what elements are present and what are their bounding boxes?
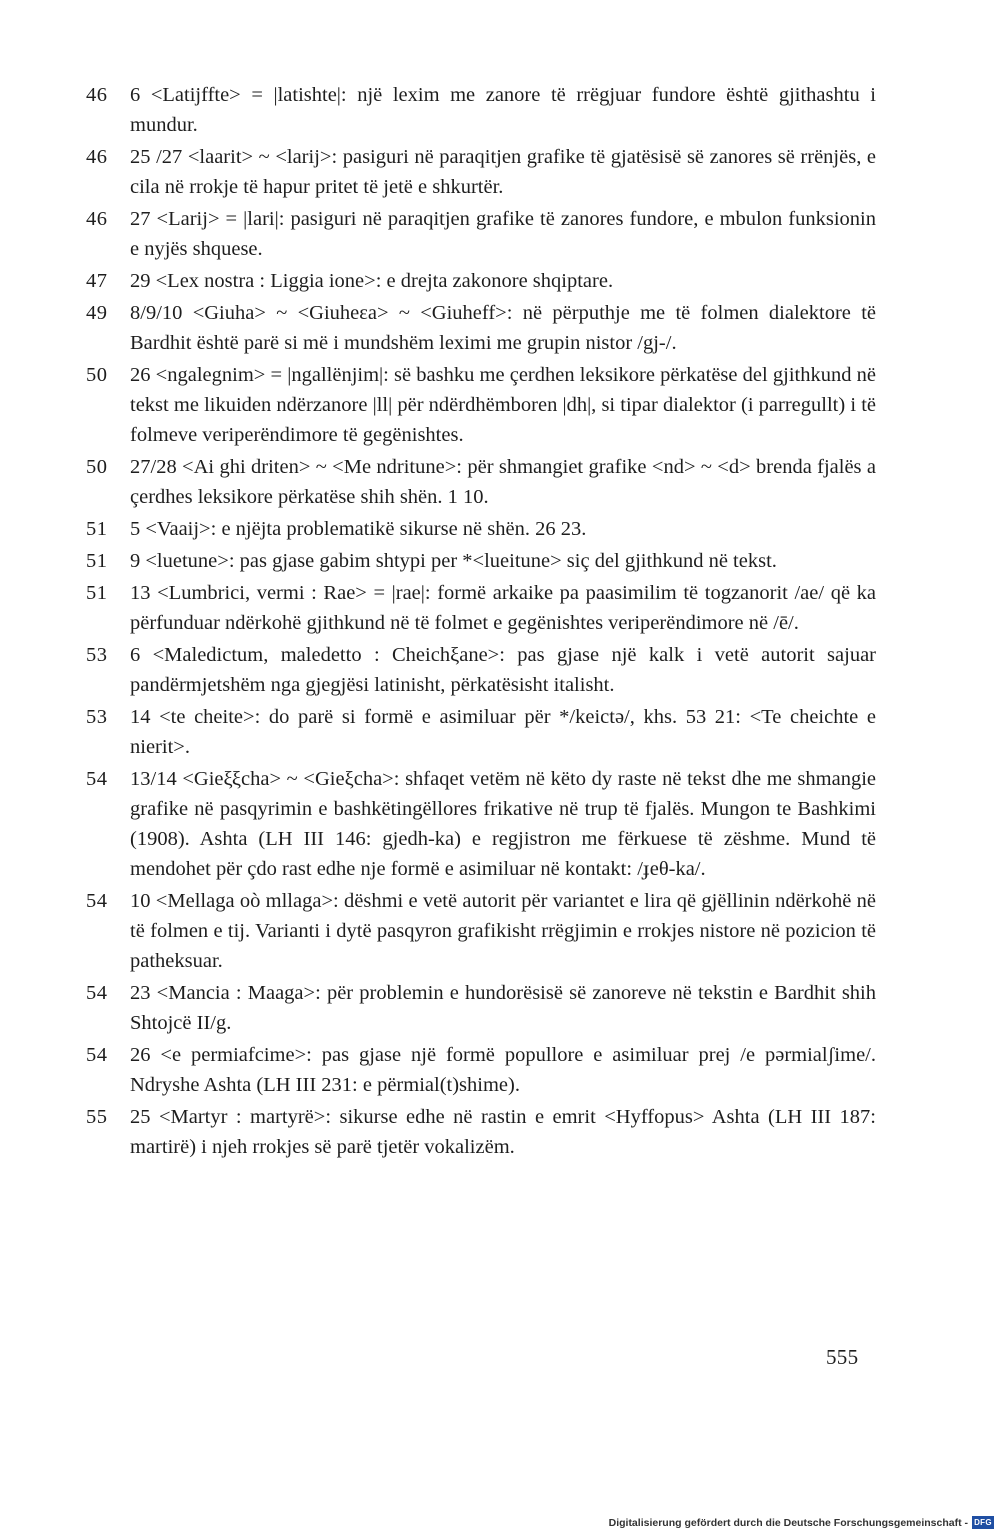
entry-text: 13/14 <Gieξξcha> ~ <Gieξcha>: shfaqet vetëm në këto dy raste në tekst dhe me shmangie grafike në pasqyrimin e bashkëtingëllores frikative në trup të fjalës. Mungon te Bashkimi (1908). Ashta (LH III 146: gjedh-ka) e regjistron me fërkuese të zëshme. Mund të mendohet për çdo rast edhe nje formë e asimiluar në kontakt: /ɟeθ-ka/. <box>130 768 876 880</box>
page-number: 555 <box>826 1345 859 1369</box>
entry-text: 14 <te cheite>: do parë si formë e asimiluar për */keictə/, khs. 53 21: <Te cheichte e nierit>. <box>130 706 876 758</box>
entry-page-ref: 47 <box>86 270 108 292</box>
commentary-entry <box>86 1040 876 1100</box>
entry-page-ref: 51 <box>86 518 108 540</box>
entry-page-ref: 53 <box>86 644 108 666</box>
commentary-entry <box>86 204 876 264</box>
commentary-entry <box>86 1102 876 1162</box>
commentary-entry <box>86 80 876 140</box>
entry-text: 25 <Martyr : martyrë>: sikurse edhe në rastin e emrit <Hyffopus> Ashta (LH III 187: martirë) i njeh rrokjes së parë tjetër vokalizëm. <box>130 1106 876 1158</box>
commentary-entry <box>86 886 876 976</box>
entry-page-ref: 54 <box>86 890 108 912</box>
entry-text: 26 <ngalegnim> = |ngallënjim|: së bashku me çerdhen leksikore përkatëse del gjithkund në tekst me likuiden ndërzanore |ll| për ndërdhëmboren |dh|, si tipar dialektor (i parregullt) i të folmeve veriperëndimore të gegënishtes. <box>130 364 876 446</box>
entry-text: 5 <Vaaij>: e njëjta problematikë sikurse në shën. 26 23. <box>130 518 587 540</box>
entry-page-ref: 55 <box>86 1106 108 1128</box>
entry-page-ref: 50 <box>86 364 108 386</box>
entry-page-ref: 51 <box>86 550 108 572</box>
entry-text: 26 <e permiafcime>: pas gjase një formë popullore e asimiluar prej /e pərmialʃime/. Ndryshe Ashta (LH III 231: e përmial(t)shime). <box>130 1044 876 1096</box>
footer-credit <box>609 1516 994 1529</box>
entry-text: 10 <Mellaga oò mllaga>: dëshmi e vetë autorit për variantet e lira që gjëllinin ndërkohë në të folmen e tij. Varianti i dytë pasqyron grafikisht rrëgjimin e rrokjes nistore në pozicion të patheksuar. <box>130 890 876 972</box>
entry-text: 25 /27 <laarit> ~ <larij>: pasiguri në paraqitjen grafike të gjatësisë së zanores së rrënjës, e cila në rrokje të hapur pritet të jetë e shkurtër. <box>130 146 876 198</box>
entry-page-ref: 49 <box>86 302 108 324</box>
entry-text: 23 <Mancia : Maaga>: për problemin e hundorësisë së zanoreve në tekstin e Bardhit shih Shtojcë II/g. <box>130 982 876 1034</box>
commentary-list <box>86 80 876 1164</box>
entry-text: 27 <Larij> = |lari|: pasiguri në paraqitjen grafike të zanores fundore, e mbulon funksionin e nyjës shquese. <box>130 208 876 260</box>
commentary-entry <box>86 764 876 884</box>
entry-text: 6 <Maledictum, maledetto : Cheichξane>: pas gjase një kalk i vetë autorit sajuar pandërmjetshëm nga gjegjësi latinisht, përkatësisht italisht. <box>130 644 876 696</box>
entry-page-ref: 50 <box>86 456 108 478</box>
entry-page-ref: 54 <box>86 1044 108 1066</box>
commentary-entry <box>86 298 876 358</box>
entry-text: 13 <Lumbrici, vermi : Rae> = |rae|: formë arkaike pa paasimilim të togzanorit /ae/ që ka përfunduar ndërkohë gjithkund në të folmet e gegënishtes veriperëndimore në /ē/. <box>130 582 876 634</box>
entry-page-ref: 53 <box>86 706 108 728</box>
commentary-entry <box>86 702 876 762</box>
entry-page-ref: 46 <box>86 146 108 168</box>
commentary-entry <box>86 514 876 544</box>
entry-text: 8/9/10 <Giuha> ~ <Giuheεa> ~ <Giuheff>: në përputhje me të folmen dialektore të Bardhit është parë si më i mundshëm leximi me grupin nistor /gj-/. <box>130 302 876 354</box>
dfg-logo-icon: DFG <box>972 1516 994 1529</box>
commentary-entry <box>86 978 876 1038</box>
entry-page-ref: 46 <box>86 208 108 230</box>
footer-credit-text: Digitalisierung gefördert durch die Deutsche Forschungsgemeinschaft - <box>608 1516 968 1529</box>
entry-page-ref: 46 <box>86 84 108 106</box>
entry-text: 9 <luetune>: pas gjase gabim shtypi per *<lueitune> siç del gjithkund në tekst. <box>130 550 777 572</box>
commentary-entry <box>86 142 876 202</box>
commentary-entry <box>86 640 876 700</box>
commentary-entry <box>86 546 876 576</box>
entry-text: 29 <Lex nostra : Liggia ione>: e drejta zakonore shqiptare. <box>130 270 614 292</box>
commentary-entry <box>86 578 876 638</box>
entry-text: 6 <Latijffte> = |latishte|: një lexim me zanore të rrëgjuar fundore është gjithashtu i mundur. <box>130 84 876 136</box>
commentary-entry <box>86 266 876 296</box>
entry-page-ref: 54 <box>86 982 108 1004</box>
entry-page-ref: 51 <box>86 582 108 604</box>
commentary-entry <box>86 452 876 512</box>
entry-text: 27/28 <Ai ghi driten> ~ <Me ndritune>: për shmangiet grafike <nd> ~ <d> brenda fjalës a çerdhes leksikore përkatëse shih shën. 1 10. <box>130 456 876 508</box>
commentary-entry <box>86 360 876 450</box>
entry-page-ref: 54 <box>86 768 108 790</box>
